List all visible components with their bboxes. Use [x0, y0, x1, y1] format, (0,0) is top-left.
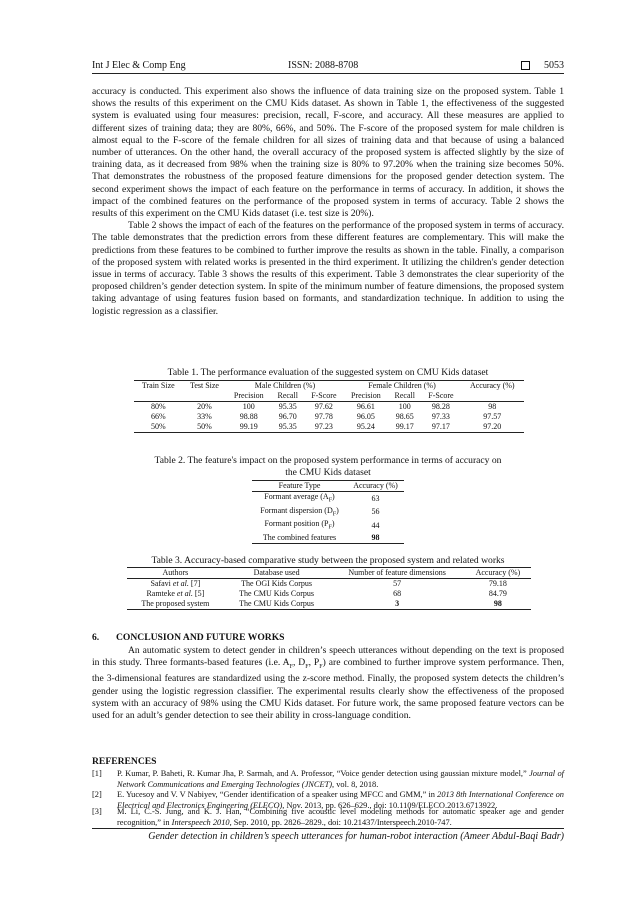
author-name: The proposed system: [141, 599, 210, 608]
col-test-size: Test Size: [189, 381, 219, 390]
feature-close: ): [331, 519, 335, 529]
reference-tail: , vol. 8, 2018.: [332, 779, 379, 789]
table-row: [127, 599, 531, 610]
feature-close: ): [332, 492, 335, 501]
table-cell: 68: [393, 589, 402, 598]
table-cell: 97.33: [431, 412, 450, 421]
table-cell: 95.24: [356, 422, 375, 431]
reference-text: M. Li, C.-S. Jung, and K. J. Han, “Combining five acoustic level modeling methods for automatic speaker age and gender recognition,” in: [117, 807, 564, 827]
table-cell: 98.65: [395, 412, 414, 421]
table2: [252, 480, 404, 544]
journal-name: Int J Elec & Comp Eng: [92, 60, 186, 71]
feature-label: The combined features: [262, 532, 337, 542]
feature-label: Formant average (A: [264, 492, 329, 501]
reference-item: [92, 807, 564, 829]
section-title-conclusion: 6. CONCLUSION AND FUTURE WORKS: [92, 632, 285, 643]
table-cell: 63: [371, 493, 380, 503]
running-footer: Gender detection in children’s speech utterances for human-robot interaction (Ameer Abdul-Baqi Badr): [92, 828, 564, 842]
table3-caption: Table 3. Accuracy-based comparative study between the proposed system and related works: [151, 555, 505, 566]
reference-tail: , Nov. 2013, pp. 626–629., doi: 10.1109/ELECO.2013.6713922.: [282, 800, 498, 810]
table-cell: 33%: [197, 412, 212, 421]
col-accuracy: Accuracy (%): [469, 381, 515, 390]
table-cell: The OGI Kids Corpus: [241, 579, 313, 588]
table-cell: 97.20: [483, 422, 502, 431]
author-ref: [7]: [190, 579, 201, 588]
feature-label: Formant position (P: [264, 519, 329, 529]
col-male: Male Children (%): [254, 381, 316, 390]
feature-subscript: F: [328, 524, 332, 531]
conclusion-text-b: , D: [292, 657, 306, 669]
reference-venue: 2013 8th International Conference on Electrical and Electronics Engineering (ELECO): [117, 790, 564, 810]
col-dims: Number of feature dimensions: [348, 568, 446, 577]
table2-caption: [92, 455, 564, 479]
subscript-f: F: [305, 664, 309, 671]
reference-number: [3]: [92, 807, 102, 816]
author-name: Ramteke: [146, 589, 175, 598]
table-cell: 56: [371, 507, 380, 517]
reference-venue: Journal of Network Communications and Emerging Technologies (JNCET): [117, 769, 564, 789]
col-database: Database used: [253, 568, 300, 577]
table-cell: 57: [393, 579, 402, 588]
table3: [127, 567, 531, 610]
table-row: [134, 412, 524, 422]
table-cell: 98: [371, 532, 380, 542]
col-female-fscore: F-Score: [428, 391, 454, 400]
author-name: Safavi: [150, 579, 171, 588]
reference-number: [2]: [92, 790, 102, 799]
table-cell: 98.88: [239, 412, 258, 421]
conclusion-text-a: An automatic system to detect gender in children’s speech utterances without depending on the text is proposed in this study. Three formants-based features (i.e. A: [92, 645, 564, 669]
conclusion-paragraph: [92, 645, 564, 722]
col-accuracy: Accuracy (%): [475, 568, 521, 577]
author-etal: et al.: [172, 579, 189, 588]
col-male-fscore: F-Score: [311, 391, 337, 400]
body-paragraphs: [92, 86, 564, 318]
subscript-f: F: [289, 664, 293, 671]
col-feature-type: Feature Type: [278, 481, 321, 490]
references-title: REFERENCES: [92, 756, 157, 767]
col-female-recall: Recall: [394, 391, 415, 400]
paragraph-experiment-1: accuracy is conducted. This experiment also shows the influence of data training size on the proposed system. Table 1 shows the results of this experiment on the CMU Kids dataset. As shown in Table 1, the effectiveness of the suggested system is evaluated using four measures: precision, recall, F-score, and accuracy. All these measures are applied to different sizes of training data; they are 80%, 66%, and 50%. The F-score of the proposed system for male children is almost equal to the F-score of the female children for all sizes of training data and that because of using a balanced number of utterances. On the other hand, the overall accuracy of the proposed system is affected slightly by the size of training data, as it decreased from 98% when the training size is 80% to 97.20% when the training size becomes 50%. That demonstrates the robustness of the proposed feature dimensions for the proposed gender detection system. The second experiment shows the impact of each feature on the performance in terms of accuracy. In addition, it shows the impact of the combined features on the performance of the proposed system in terms of accuracy. Table 2 shows the results of this experiment on the CMU Kids dataset (i.e. test size is 20%).: [92, 86, 564, 220]
paragraph-experiment-2: Table 2 shows the impact of each of the features on the performance of the proposed system in terms of accuracy. The table demonstrates that the prediction errors from these different features are complementary. This will make the predictions from these features to be combined to further improve the results as shown in the table. Finally, a comparison of the proposed system with related works is presented in the third experiment. It utilizing the children's gender detection issue in terms of accuracy. Table 3 shows the results of this experiment. Table 3 demonstrates the clear superiority of the proposed children’s gender detection system. In spite of the minimum number of feature dimensions, the proposed system taking advantage of using features fusion based on formants, and standardization technique. In addition to using the logistic regression as a classifier.: [92, 220, 564, 317]
table-cell: 80%: [150, 402, 166, 411]
running-header: [92, 59, 564, 74]
feature-close: ): [336, 505, 339, 515]
table-subheader-row: [134, 391, 524, 402]
reference-tail: , Sep. 2010, pp. 2826–2829., doi: 10.21437/Interspeech.2010-747.: [229, 817, 452, 827]
table-cell: 98: [493, 599, 502, 608]
table-row: [252, 492, 404, 506]
table-cell: 95.35: [278, 422, 297, 431]
table-cell: The CMU Kids Corpus: [239, 599, 315, 608]
table-cell: 50%: [197, 422, 212, 431]
col-female: Female Children (%): [368, 381, 436, 390]
table-cell: 97.23: [314, 422, 333, 431]
issn: ISSN: 2088-8708: [288, 60, 359, 71]
table-row: [134, 402, 524, 413]
reference-text: P. Kumar, P. Baheti, R. Kumar Jha, P. Sarmah, and A. Professor, “Voice gender detection using gaussian mixture model,”: [117, 769, 527, 778]
table-cell: 96.05: [356, 412, 375, 421]
table-row: [252, 506, 404, 520]
col-accuracy: Accuracy (%): [353, 481, 398, 490]
table1: [134, 380, 524, 433]
table-cell: 100: [242, 402, 255, 411]
table2-caption-line1: Table 2. The feature's impact on the proposed system performance in terms of accuracy on: [154, 455, 502, 466]
checkbox-square-icon: [521, 61, 530, 70]
table-cell: 100: [398, 402, 411, 411]
author-ref: [5]: [194, 589, 205, 598]
reference-item: [92, 769, 564, 791]
col-female-precision: Precision: [350, 391, 381, 400]
reference-venue: Interspeech 2010: [171, 817, 230, 827]
table-row: [127, 579, 531, 590]
table-header-row: [127, 568, 531, 579]
table-cell: 97.78: [314, 412, 333, 421]
table-cell: 96.70: [278, 412, 297, 421]
table-cell: 79.18: [488, 579, 507, 588]
table-cell: 84.79: [488, 589, 507, 598]
table-cell: 95.35: [278, 402, 297, 411]
reference-text: E. Yucesoy and V. V Nabiyev, “Gender identification of a speaker using MFCC and GMM,” in: [117, 790, 435, 799]
conclusion-text-c: , P: [308, 657, 320, 669]
author-etal: et al.: [176, 589, 193, 598]
page-number: 5053: [544, 60, 564, 71]
table-cell: 99.19: [239, 422, 258, 431]
feature-label: Formant dispersion (D: [260, 505, 333, 515]
table-cell: 97.17: [431, 422, 450, 431]
reference-number: [1]: [92, 769, 102, 778]
table-cell: 98: [488, 402, 497, 411]
col-male-recall: Recall: [277, 391, 298, 400]
col-authors: Authors: [162, 568, 189, 577]
table-cell: 44: [371, 520, 380, 530]
feature-subscript: F: [332, 511, 337, 518]
table-cell: 97.62: [314, 402, 333, 411]
table-cell: 20%: [197, 402, 212, 411]
table2-caption-line2: the CMU Kids dataset: [285, 467, 371, 478]
table-row: [252, 533, 404, 544]
table-cell: 96.61: [356, 402, 375, 411]
table-row: [127, 589, 531, 599]
table-row: [134, 422, 524, 433]
subscript-f: F: [319, 664, 323, 671]
table-header-row: [252, 481, 404, 492]
table-cell: 98.28: [431, 402, 450, 411]
table-cell: 97.57: [483, 412, 502, 421]
col-train-size: Train Size: [141, 381, 175, 390]
table-cell: The CMU Kids Corpus: [239, 589, 315, 598]
table-cell: 66%: [150, 412, 166, 421]
conclusion-text-d: ) are combined to further improve system performance. Then, the 3-dimensional features are standardized using the z-score method. Finally, the proposed system detects the children’s gender using the logistic regression classifier. The experimental results clearly show the effectiveness of the proposed system with an accuracy of 98% using the CMU Kids dataset. For future work, the same proposed feature vectors can be used for an adult’s gender detection to see their ability in cross-language condition.: [92, 657, 565, 721]
table-header-row: [134, 381, 524, 392]
table-cell: 99.17: [395, 422, 414, 431]
feature-subscript: F: [328, 497, 333, 504]
table-cell: 50%: [150, 422, 166, 431]
table-cell: 3: [395, 599, 400, 608]
col-male-precision: Precision: [233, 391, 264, 400]
table1-caption: Table 1. The performance evaluation of the suggested system on CMU Kids dataset: [167, 367, 489, 378]
table-row: [252, 519, 404, 533]
